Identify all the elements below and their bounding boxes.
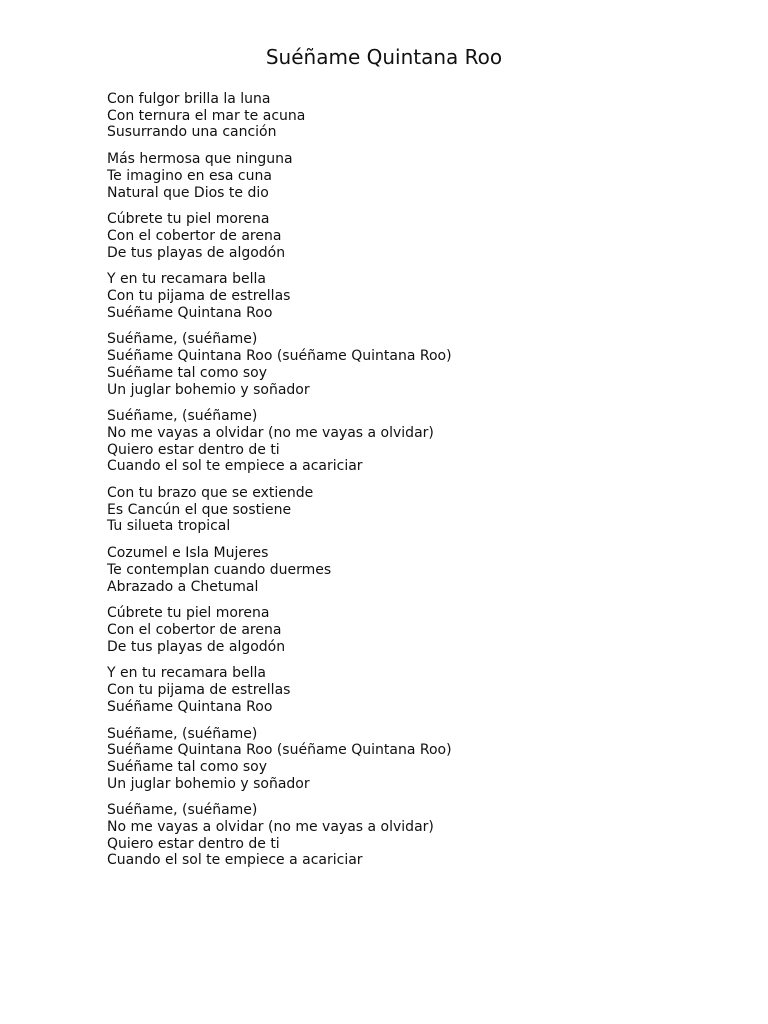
- stanza: [107, 485, 707, 535]
- lyric-line: Suéñame Quintana Roo: [107, 304, 273, 321]
- page-title: Suéñame Quintana Roo: [265, 45, 503, 69]
- stanza: [107, 331, 707, 398]
- lyric-line: Es Cancún el que sostiene: [107, 501, 292, 518]
- lyric-line: Suéñame tal como soy: [107, 364, 267, 381]
- lyric-line: Suéñame, (suéñame): [107, 331, 258, 348]
- lyric-line: De tus playas de algodón: [107, 244, 286, 261]
- lyric-line: No me vayas a olvidar (no me vayas a olvidar): [107, 819, 434, 836]
- lyric-line: Un juglar bohemio y soñador: [107, 775, 310, 792]
- lyrics-body: [107, 91, 707, 879]
- stanza: [107, 151, 707, 201]
- lyric-line: Abrazado a Chetumal: [107, 578, 259, 595]
- lyric-line: Suéñame, (suéñame): [107, 725, 258, 742]
- lyric-line: Con el cobertor de arena: [107, 621, 282, 638]
- lyric-line: Cuando el sol te empiece a acariciar: [107, 458, 363, 475]
- lyric-line: Y en tu recamara bella: [107, 271, 266, 288]
- stanza: [107, 726, 707, 793]
- lyric-line: No me vayas a olvidar (no me vayas a olvidar): [107, 424, 434, 441]
- stanza: [107, 802, 707, 869]
- stanza: [107, 545, 707, 595]
- lyric-line: Te imagino en esa cuna: [107, 167, 272, 184]
- lyric-line: Suéñame, (suéñame): [107, 408, 258, 425]
- lyric-line: Con ternura el mar te acuna: [107, 107, 306, 124]
- lyric-line: Cúbrete tu piel morena: [107, 211, 270, 228]
- lyric-line: De tus playas de algodón: [107, 638, 286, 655]
- lyric-line: Con tu pijama de estrellas: [107, 682, 291, 699]
- lyric-line: Tu silueta tropical: [107, 518, 231, 535]
- stanza: [107, 408, 707, 475]
- lyric-line: Te contemplan cuando duermes: [107, 561, 332, 578]
- lyric-line: Suéñame Quintana Roo (suéñame Quintana Roo): [107, 348, 452, 365]
- lyric-line: Cozumel e Isla Mujeres: [107, 545, 269, 562]
- lyric-line: Suéñame Quintana Roo (suéñame Quintana Roo): [107, 742, 452, 759]
- stanza: [107, 91, 707, 141]
- lyric-line: Con tu pijama de estrellas: [107, 288, 291, 305]
- lyric-line: Más hermosa que ninguna: [107, 151, 293, 168]
- lyric-line: Suéñame, (suéñame): [107, 802, 258, 819]
- stanza: [107, 665, 707, 715]
- lyric-line: Con el cobertor de arena: [107, 227, 282, 244]
- stanza: [107, 605, 707, 655]
- lyric-line: Natural que Dios te dio: [107, 184, 269, 201]
- lyric-line: Con tu brazo que se extiende: [107, 485, 314, 502]
- lyric-line: Quiero estar dentro de ti: [107, 441, 280, 458]
- lyric-line: Y en tu recamara bella: [107, 665, 266, 682]
- lyric-line: Cuando el sol te empiece a acariciar: [107, 852, 363, 869]
- lyric-line: Un juglar bohemio y soñador: [107, 381, 310, 398]
- lyric-line: Suéñame tal como soy: [107, 758, 267, 775]
- lyric-line: Suéñame Quintana Roo: [107, 698, 273, 715]
- lyric-line: Con fulgor brilla la luna: [107, 91, 271, 107]
- lyric-line: Cúbrete tu piel morena: [107, 605, 270, 622]
- lyric-line: Quiero estar dentro de ti: [107, 835, 280, 852]
- stanza: [107, 271, 707, 321]
- stanza: [107, 211, 707, 261]
- lyric-line: Susurrando una canción: [107, 124, 277, 141]
